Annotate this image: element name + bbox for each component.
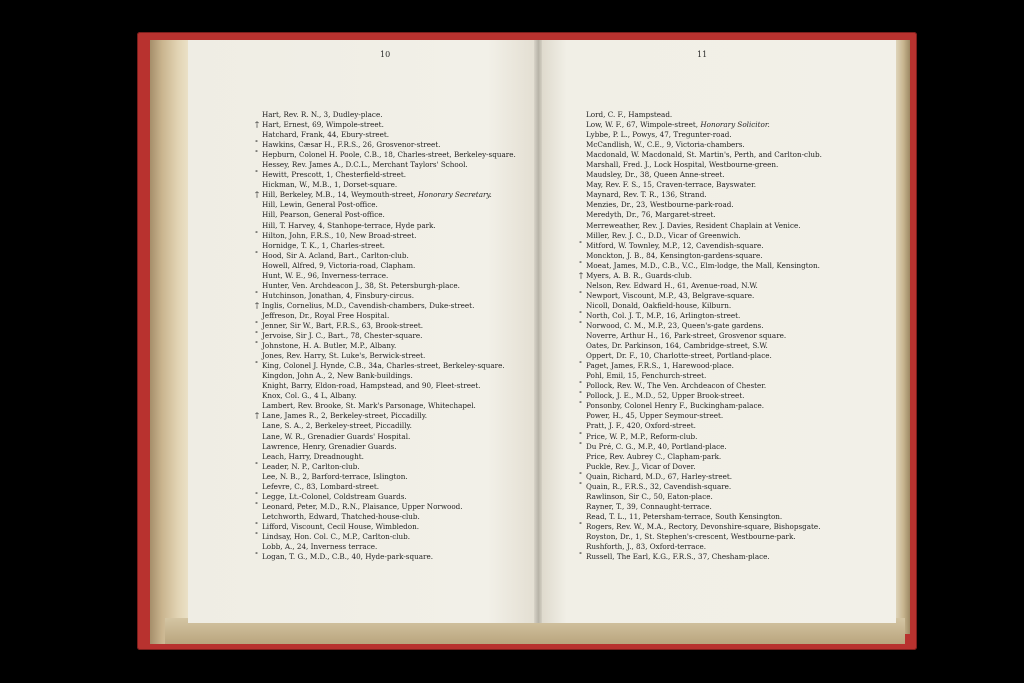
member-entry xyxy=(576,231,822,241)
degree-mark: ° xyxy=(579,471,582,479)
member-entry xyxy=(576,462,822,472)
member-entry xyxy=(576,401,822,411)
degree-mark: ° xyxy=(255,290,258,298)
member-entry xyxy=(252,492,516,502)
member-entry xyxy=(252,190,516,200)
member-entry xyxy=(252,110,516,120)
degree-mark: ° xyxy=(255,140,258,148)
entry-text: Hunter, Ven. Archdeacon J., 38, St. Petersburgh-place. xyxy=(262,280,460,290)
entry-text: Noverre, Arthur H., 16, Park-street, Grosvenor square. xyxy=(586,331,787,341)
member-entry xyxy=(576,130,822,140)
entry-text: Hill, T. Harvey, 4, Stanhope-terrace, Hyde park. xyxy=(262,220,436,230)
member-entry xyxy=(252,120,516,130)
member-entry xyxy=(576,552,822,562)
degree-mark: ° xyxy=(255,552,258,560)
member-entry xyxy=(252,140,516,150)
entry-text: North, Col. J. T., M.P., 16, Arlington-street. xyxy=(586,310,741,320)
entry-text: Read, T. L., 11, Petersham-terrace, South Kensington. xyxy=(586,511,783,521)
entry-text: Lefevre, C., 83, Lombard-street. xyxy=(262,481,380,491)
member-entry xyxy=(252,311,516,321)
member-entry xyxy=(252,351,516,361)
entry-text: Lord, C. F., Hampstead. xyxy=(586,110,673,119)
member-entry xyxy=(252,502,516,512)
member-entry xyxy=(576,271,822,281)
member-entry xyxy=(576,291,822,301)
member-entry xyxy=(252,381,516,391)
entry-text: Logan, T. G., M.D., C.B., 40, Hyde-park-square. xyxy=(262,552,433,562)
book-gutter xyxy=(534,40,542,623)
member-entry xyxy=(252,432,516,442)
entry-text: Rogers, Rev. W., M.A., Rectory, Devonshire-square, Bishopsgate. xyxy=(586,521,821,531)
entry-text: Hepburn, Colonel H. Poole, C.B., 18, Charles-street, Berkeley-square. xyxy=(262,150,516,160)
entry-text: Miller, Rev. J. C., D.D., Vicar of Greenwich. xyxy=(586,230,741,240)
member-entry xyxy=(576,502,822,512)
member-entry xyxy=(252,421,516,431)
entry-text: Newport, Viscount, M.P., 43, Belgrave-square. xyxy=(586,290,755,300)
member-entry xyxy=(576,391,822,401)
member-entry xyxy=(576,150,822,160)
entry-text: Low, W. F., 67, Wimpole-street, xyxy=(586,120,701,130)
member-entry xyxy=(576,542,822,552)
entry-text: Power, H., 45, Upper Seymour-street. xyxy=(586,411,724,421)
entry-text: Jenner, Sir W., Bart, F.R.S., 63, Brook-street. xyxy=(262,320,424,330)
entry-text: Hart, Ernest, 69, Wimpole-street. xyxy=(262,120,384,130)
member-list-right xyxy=(576,110,822,562)
member-entry xyxy=(576,221,822,231)
degree-mark: ° xyxy=(255,331,258,339)
entry-text: Hill, Berkeley, M.B., 14, Weymouth-street, xyxy=(262,190,418,200)
entry-text: Hilton, John, F.R.S., 10, New Broad-street. xyxy=(262,230,417,240)
member-entry xyxy=(576,261,822,271)
entry-text: Hatchard, Frank, 44, Ebury-street. xyxy=(262,130,390,140)
degree-mark: ° xyxy=(255,491,258,499)
entry-text: Macdonald, W. Macdonald, St. Martin's, Perth, and Carlton-club. xyxy=(586,150,822,160)
entry-text: Monckton, J. B., 84, Kensington-gardens-square. xyxy=(586,250,763,260)
entry-role: Honorary Solicitor. xyxy=(700,120,770,130)
member-entry xyxy=(576,482,822,492)
entry-text: Legge, Lt.-Colonel, Coldstream Guards. xyxy=(262,491,407,501)
entry-text: King, Colonel J. Hynde, C.B., 34a, Charles-street, Berkeley-square. xyxy=(262,361,505,371)
member-entry xyxy=(576,311,822,321)
degree-mark: ° xyxy=(579,381,582,389)
entry-text: Oppert, Dr. F., 10, Charlotte-street, Portland-place. xyxy=(586,351,772,361)
member-entry xyxy=(576,180,822,190)
member-entry xyxy=(252,231,516,241)
degree-mark: ° xyxy=(579,441,582,449)
member-entry xyxy=(576,200,822,210)
degree-mark: ° xyxy=(579,260,582,268)
entry-text: Russell, The Earl, K.G., F.R.S., 37, Chesham-place. xyxy=(586,552,770,562)
member-entry xyxy=(576,381,822,391)
entry-text: Price, Rev. Aubrey C., Clapham-park. xyxy=(586,451,722,461)
member-entry xyxy=(576,241,822,251)
member-entry xyxy=(252,301,516,311)
member-entry xyxy=(576,522,822,532)
degree-mark: ° xyxy=(579,310,582,318)
entry-text: Nelson, Rev. Edward H., 61, Avenue-road, N.W. xyxy=(586,280,758,290)
entry-text: Pollock, Rev. W., The Ven. Archdeacon of Chester. xyxy=(586,381,767,391)
entry-text: Lane, James R., 2, Berkeley-street, Piccadilly. xyxy=(262,411,428,421)
member-entry xyxy=(576,190,822,200)
entry-text: Hood, Sir A. Acland, Bart., Carlton-club. xyxy=(262,250,409,260)
member-entry xyxy=(252,271,516,281)
degree-mark: ° xyxy=(255,250,258,258)
member-entry xyxy=(252,442,516,452)
entry-text: Quain, Richard, M.D., 67, Harley-street. xyxy=(586,471,733,481)
degree-mark: ° xyxy=(255,230,258,238)
entry-text: McCandlish, W., C.E., 9, Victoria-chambers. xyxy=(586,140,745,150)
member-entry xyxy=(576,120,822,130)
member-entry xyxy=(252,180,516,190)
member-entry xyxy=(576,170,822,180)
dagger-mark: † xyxy=(255,411,259,421)
entry-text: Knox, Col. G., 4 L, Albany. xyxy=(262,391,357,401)
page-edges-left xyxy=(150,40,190,644)
member-entry xyxy=(252,281,516,291)
entry-text: Lambert, Rev. Brooke, St. Mark's Parsonage, Whitechapel. xyxy=(262,401,476,411)
entry-text: Hickman, W., M.B., 1, Dorset-square. xyxy=(262,180,398,190)
entry-text: Lane, S. A., 2, Berkeley-street, Piccadilly. xyxy=(262,421,412,431)
entry-text: Hill, Pearson, General Post-office. xyxy=(262,210,385,220)
member-entry xyxy=(576,251,822,261)
member-entry xyxy=(252,331,516,341)
entry-text: Norwood, C. M., M.P., 23, Queen's-gate gardens. xyxy=(586,320,764,330)
member-entry xyxy=(252,522,516,532)
member-entry xyxy=(576,331,822,341)
degree-mark: ° xyxy=(579,290,582,298)
degree-mark: ° xyxy=(579,481,582,489)
member-entry xyxy=(252,462,516,472)
dagger-mark: † xyxy=(255,190,259,200)
member-entry xyxy=(252,200,516,210)
entry-text: Lane, W. R., Grenadier Guards' Hospital. xyxy=(262,431,411,441)
entry-text: Leader, N. P., Carlton-club. xyxy=(262,461,360,471)
member-entry xyxy=(252,482,516,492)
member-entry xyxy=(576,452,822,462)
member-entry xyxy=(252,241,516,251)
dagger-mark: † xyxy=(579,270,583,280)
entry-text: Moeat, James, M.D., C.B., V.C., Elm-lodge, the Mall, Kensington. xyxy=(586,260,820,270)
entry-text: Price, W. P., M.P., Reform-club. xyxy=(586,431,698,441)
member-entry xyxy=(576,411,822,421)
entry-text: Jones, Rev. Harry, St. Luke's, Berwick-street. xyxy=(262,351,426,361)
entry-text: Marshall, Fred. J., Lock Hospital, Westbourne-green. xyxy=(586,160,779,170)
entry-text: Maynard, Rev. T. R., 136, Strand. xyxy=(586,190,707,200)
member-entry xyxy=(252,221,516,231)
entry-text: Hunt, W. E., 96, Inverness-terrace. xyxy=(262,270,389,280)
entry-text: Puckle, Rev. J., Vicar of Dover. xyxy=(586,461,696,471)
member-entry xyxy=(576,321,822,331)
entry-text: Mitford, W. Townley, M.P., 12, Cavendish-square. xyxy=(586,240,764,250)
entry-text: Du Pré, C. G., M.P., 40, Portland-place. xyxy=(586,441,727,451)
degree-mark: ° xyxy=(255,531,258,539)
member-entry xyxy=(252,150,516,160)
member-entry xyxy=(576,421,822,431)
entry-text: Leach, Harry, Dreadnought. xyxy=(262,451,364,461)
entry-text: Lindsay, Hon. Col. C., M.P., Carlton-club. xyxy=(262,531,411,541)
member-entry xyxy=(576,110,822,120)
member-entry xyxy=(252,371,516,381)
entry-text: Pohl, Emil, 15, Fenchurch-street. xyxy=(586,371,707,381)
entry-text: Nicoll, Donald, Oakfield-house, Kilburn. xyxy=(586,300,732,310)
member-list-left xyxy=(252,110,516,562)
member-entry xyxy=(252,391,516,401)
entry-text: Maudsley, Dr., 38, Queen Anne-street. xyxy=(586,170,725,180)
entry-text: Inglis, Cornelius, M.D., Cavendish-chambers, Duke-street. xyxy=(262,300,475,310)
member-entry xyxy=(252,401,516,411)
entry-text: Paget, James, F.R.S., 1, Harewood-place. xyxy=(586,361,734,371)
member-entry xyxy=(576,432,822,442)
member-entry xyxy=(576,371,822,381)
degree-mark: ° xyxy=(579,320,582,328)
degree-mark: ° xyxy=(255,501,258,509)
entry-text: Hessey, Rev. James A., D.C.L., Merchant Taylors' School. xyxy=(262,160,468,170)
degree-mark: ° xyxy=(579,552,582,560)
entry-text: Rayner, T., 39, Connaught-terrace. xyxy=(586,501,712,511)
entry-text: Lawrence, Henry, Grenadier Guards. xyxy=(262,441,397,451)
entry-text: Ponsonby, Colonel Henry F., Buckingham-palace. xyxy=(586,401,765,411)
degree-mark: ° xyxy=(255,170,258,178)
member-entry xyxy=(252,411,516,421)
member-entry xyxy=(576,492,822,502)
degree-mark: ° xyxy=(255,320,258,328)
entry-text: Leonard, Peter, M.D., R.N., Plaisance, Upper Norwood. xyxy=(262,501,463,511)
degree-mark: ° xyxy=(579,391,582,399)
member-entry xyxy=(252,251,516,261)
entry-text: Rushforth, J., 83, Oxford-terrace. xyxy=(586,542,707,552)
page-number-right: 11 xyxy=(697,50,708,59)
entry-text: Hornidge, T. K., 1, Charles-street. xyxy=(262,240,385,250)
member-entry xyxy=(576,442,822,452)
entry-text: Kingdon, John A., 2, New Bank-buildings. xyxy=(262,371,413,381)
degree-mark: ° xyxy=(255,341,258,349)
member-entry xyxy=(576,532,822,542)
entry-text: Letchworth, Edward, Thatched-house-club. xyxy=(262,511,420,521)
entry-text: Jeffreson, Dr., Royal Free Hospital. xyxy=(262,310,390,320)
entry-text: Merreweather, Rev. J. Davies, Resident Chaplain at Venice. xyxy=(586,220,801,230)
entry-text: Lifford, Viscount, Cecil House, Wimbledon. xyxy=(262,521,419,531)
member-entry xyxy=(252,452,516,462)
entry-role: Honorary Secretary. xyxy=(417,190,492,200)
member-entry xyxy=(576,210,822,220)
entry-text: Howell, Alfred, 9, Victoria-road, Clapham. xyxy=(262,260,416,270)
entry-text: Hawkins, Cæsar H., F.R.S., 26, Grosvenor-street. xyxy=(262,140,441,150)
entry-text: Lee, N. B., 2, Barford-terrace, Islington. xyxy=(262,471,408,481)
degree-mark: ° xyxy=(579,361,582,369)
degree-mark: ° xyxy=(255,461,258,469)
member-entry xyxy=(576,512,822,522)
member-entry xyxy=(576,140,822,150)
entry-text: Quain, R., F.R.S., 32, Cavendish-square. xyxy=(586,481,732,491)
degree-mark: ° xyxy=(255,150,258,158)
page-number-left: 10 xyxy=(380,50,391,59)
entry-text: Myers, A. B. R., Guards-club. xyxy=(586,270,692,280)
entry-text: Knight, Barry, Eldon-road, Hampstead, and 90, Fleet-street. xyxy=(262,381,481,391)
degree-mark: ° xyxy=(579,521,582,529)
member-entry xyxy=(252,552,516,562)
member-entry xyxy=(252,472,516,482)
entry-text: Rawlinson, Sir C., 50, Eaton-place. xyxy=(586,491,713,501)
entry-text: Pratt, J. F., 420, Oxford-street. xyxy=(586,421,696,431)
entry-text: Hart, Rev. R. N., 3, Dudley-place. xyxy=(262,110,383,119)
member-entry xyxy=(576,472,822,482)
member-entry xyxy=(576,341,822,351)
member-entry xyxy=(252,532,516,542)
entry-text: Lybbe, P. L., Powys, 47, Tregunter-road. xyxy=(586,130,732,140)
entry-text: Meredyth, Dr., 76, Margaret-street. xyxy=(586,210,716,220)
member-entry xyxy=(576,301,822,311)
member-entry xyxy=(252,321,516,331)
member-entry xyxy=(576,281,822,291)
member-entry xyxy=(252,130,516,140)
entry-text: Lobb, A., 24, Inverness terrace. xyxy=(262,542,378,552)
member-entry xyxy=(576,160,822,170)
degree-mark: ° xyxy=(255,361,258,369)
dagger-mark: † xyxy=(255,120,259,130)
member-entry xyxy=(252,170,516,180)
degree-mark: ° xyxy=(579,431,582,439)
member-entry xyxy=(252,291,516,301)
member-entry xyxy=(252,160,516,170)
member-entry xyxy=(252,542,516,552)
member-entry xyxy=(252,210,516,220)
entry-text: Royston, Dr., 1, St. Stephen's-crescent, Westbourne-park. xyxy=(586,531,796,541)
entry-text: May, Rev. F. S., 15, Craven-terrace, Bayswater. xyxy=(586,180,756,190)
member-entry xyxy=(576,351,822,361)
degree-mark: ° xyxy=(255,521,258,529)
member-entry xyxy=(252,361,516,371)
entry-text: Pollock, J. E., M.D., 52, Upper Brook-street. xyxy=(586,391,745,401)
entry-text: Hill, Lewin, General Post-office. xyxy=(262,200,378,210)
member-entry xyxy=(252,341,516,351)
entry-text: Johnstone, H. A. Butler, M.P., Albany. xyxy=(262,341,397,351)
member-entry xyxy=(576,361,822,371)
dagger-mark: † xyxy=(255,300,259,310)
member-entry xyxy=(252,512,516,522)
degree-mark: ° xyxy=(579,401,582,409)
entry-text: Hutchinson, Jonathan, 4, Finsbury-circus. xyxy=(262,290,414,300)
entry-text: Hewitt, Prescott, 1, Chesterfield-street. xyxy=(262,170,407,180)
entry-text: Menzies, Dr., 23, Westbourne-park-road. xyxy=(586,200,734,210)
member-entry xyxy=(252,261,516,271)
entry-text: Oates, Dr. Parkinson, 164, Cambridge-street, S.W. xyxy=(586,341,768,351)
entry-text: Jervoise, Sir J. C., Bart., 78, Chester-square. xyxy=(262,331,423,341)
degree-mark: ° xyxy=(579,240,582,248)
